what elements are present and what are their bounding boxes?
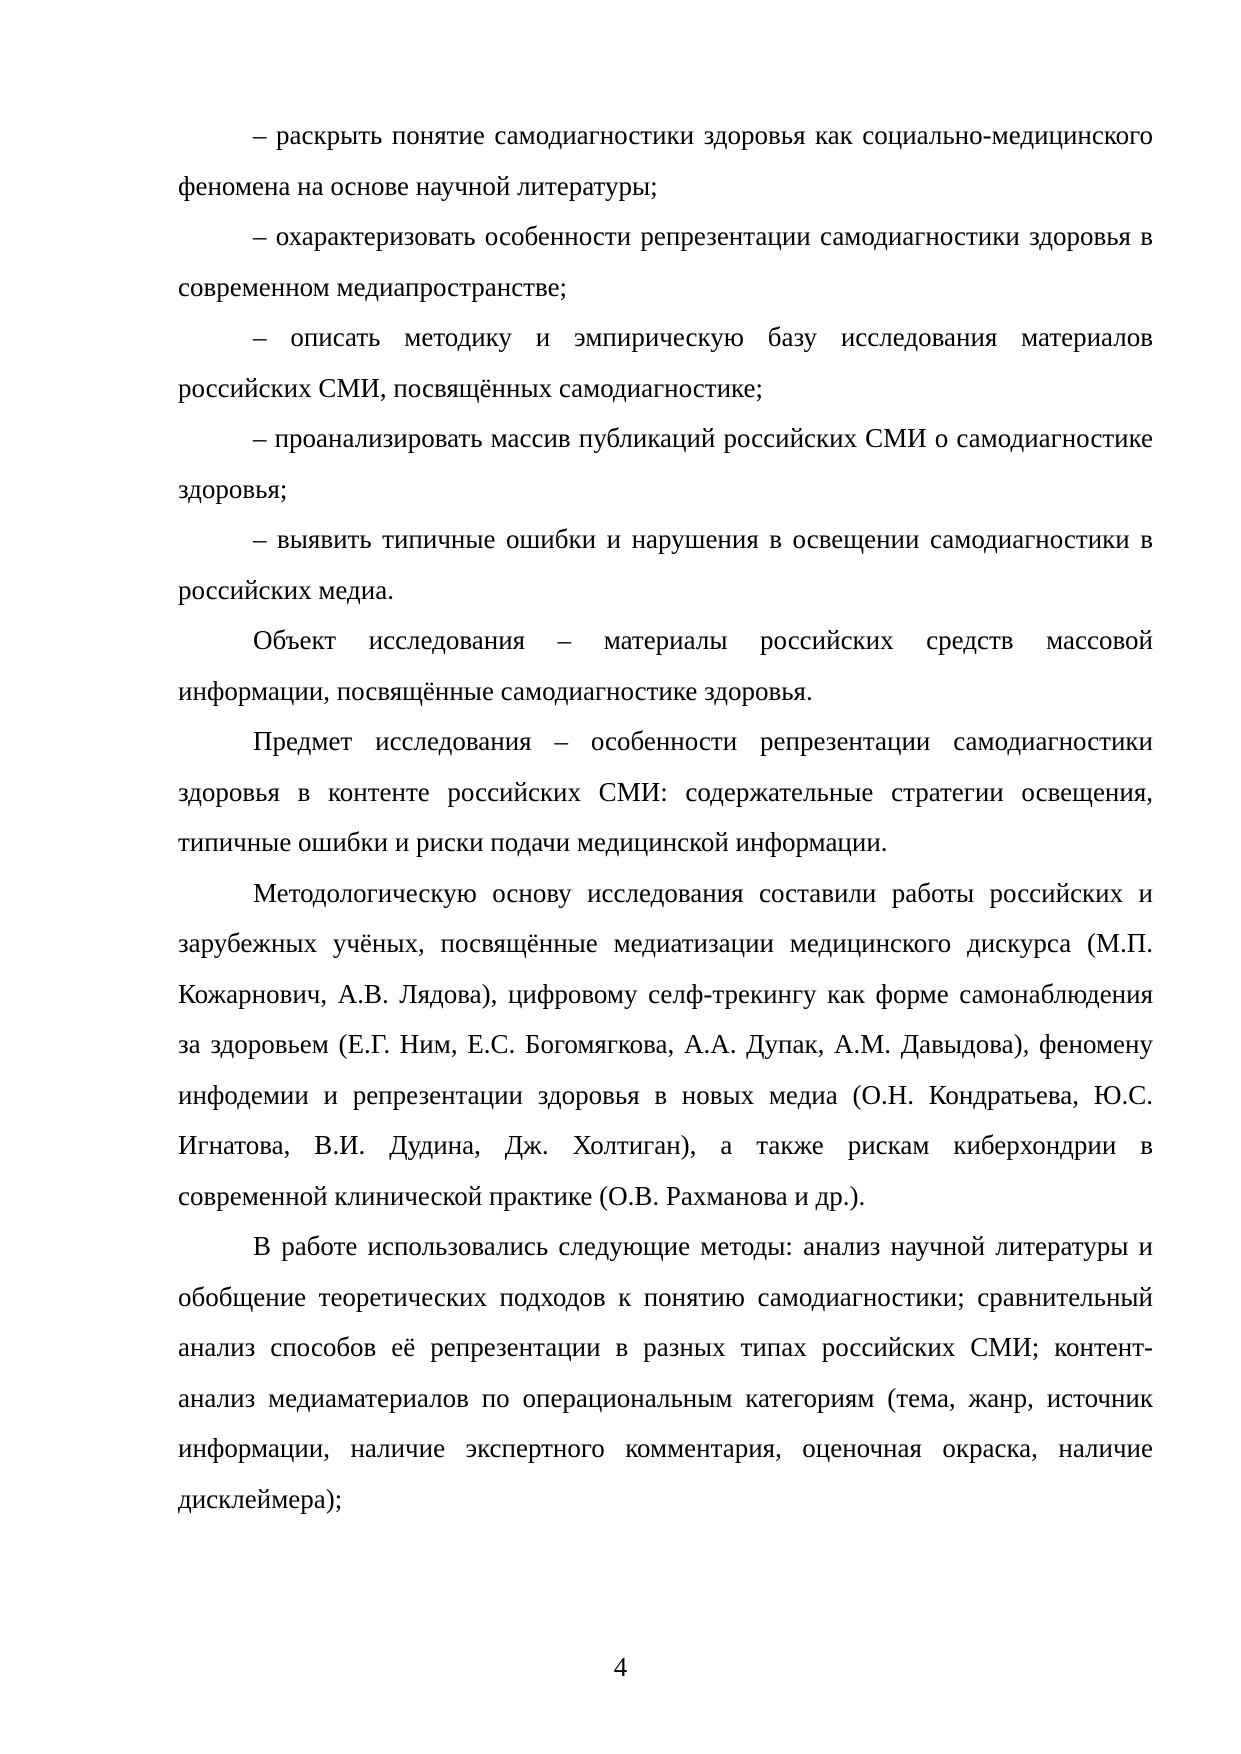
- objective-item-3: – описать методику и эмпирическую базу исследования материалов российских СМИ, посвящённых самодиагностике;: [178, 322, 1153, 403]
- document-page: [178, 110, 1153, 1524]
- research-object-paragraph: Объект исследования – материалы российских средств массовой информации, посвящённые самодиагностике здоровья.: [178, 625, 1153, 706]
- objective-item-4: – проанализировать массив публикаций российских СМИ о самодиагностике здоровья;: [178, 423, 1153, 504]
- research-subject-paragraph: Предмет исследования – особенности репрезентации самодиагностики здоровья в контенте российских СМИ: содержательные стратегии освещения, типичные ошибки и риски подачи медицинской информации.: [178, 726, 1153, 857]
- page-number: 4: [613, 1652, 628, 1682]
- methodology-paragraph: Методологическую основу исследования составили работы российских и зарубежных учёных, посвящённые медиатизации медицинского дискурса (М.П. Кожарнович, А.В. Лядова), цифровому селф-трекингу как форме самонаблюдения за здоровьем (Е.Г. Ним, Е.С. Богомягкова, А.А. Дупак, А.М. Давыдова), феномену инфодемии и репрезентации здоровья в новых медиа (О.Н. Кондратьева, Ю.С. Игнатова, В.И. Дудина, Дж. Холтиган), а также рискам киберхондрии в современной клинической практике (О.В. Рахманова и др.).: [178, 877, 1153, 1211]
- objective-item-5: – выявить типичные ошибки и нарушения в освещении самодиагностики в российских медиа.: [178, 524, 1153, 605]
- methods-paragraph: В работе использовались следующие методы: анализ научной литературы и обобщение теоретических подходов к понятию самодиагностики; сравнительный анализ способов её репрезентации в разных типах российских СМИ; контент-анализ медиаматериалов по операциональным категориям (тема, жанр, источник информации, наличие экспертного комментария, оценочная окраска, наличие дисклеймера);: [178, 1231, 1153, 1514]
- objective-item-2: – охарактеризовать особенности репрезентации самодиагностики здоровья в современном медиапространстве;: [178, 221, 1153, 302]
- objective-item-1: – раскрыть понятие самодиагностики здоровья как социально-медицинского феномена на основе научной литературы;: [178, 120, 1153, 201]
